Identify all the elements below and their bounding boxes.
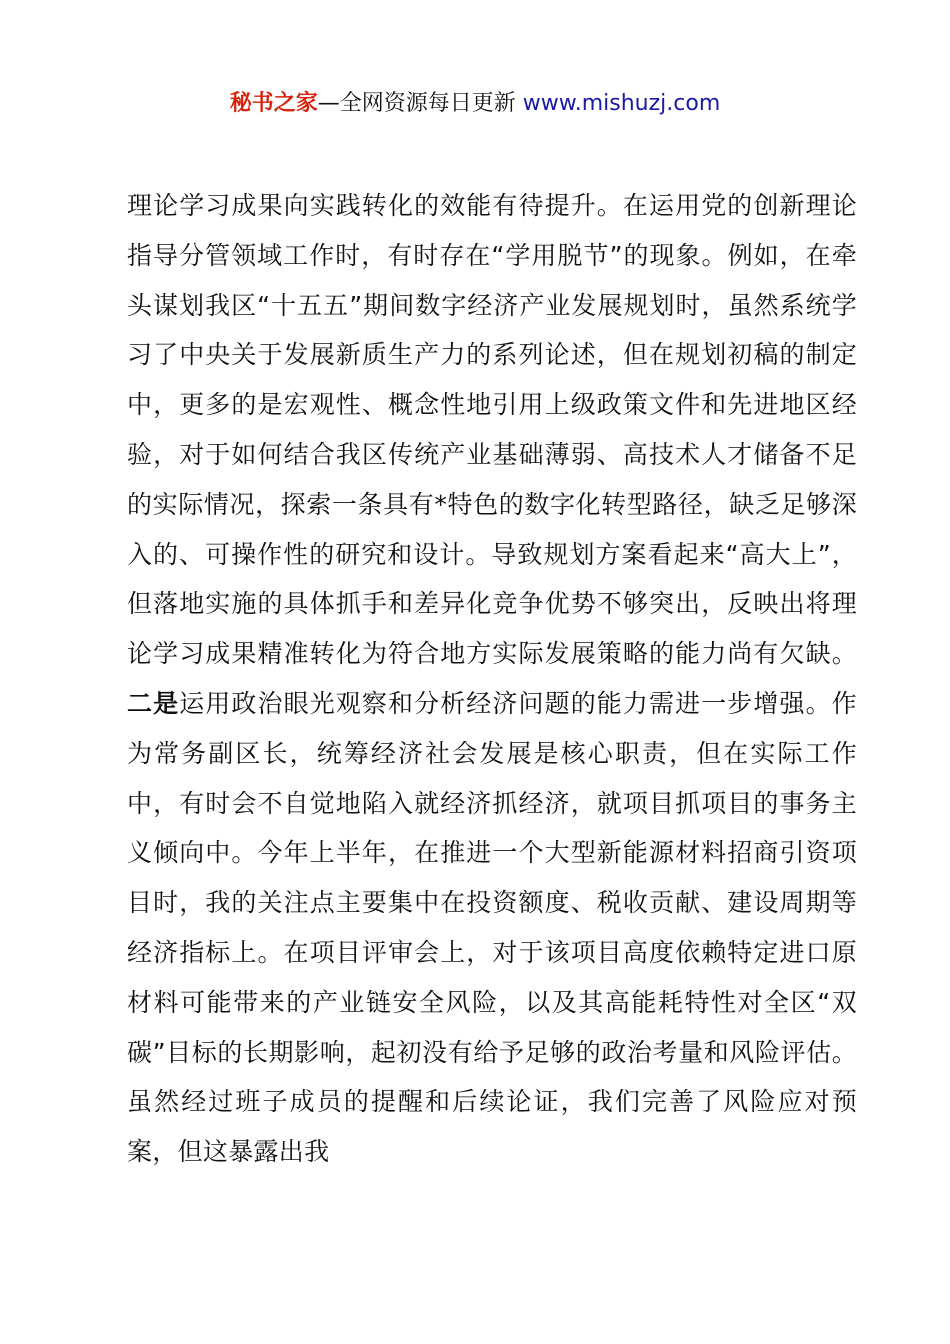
paragraph-part-1: 理论学习成果向实践转化的效能有待提升。在运用党的创新理论指导分管领域工作时，有时存在“学用脱节”的现象。例如，在牵头谋划我区“十五五”期间数字经济产业发展规划时，虽然系统学习了中央关于发展新质生产力的系列论述，但在规划初稿的制定中，更多的是宏观性、概念性地引用上级政策文件和先进地区经验，对于如何结合我区传统产业基础薄弱、高技术人才储备不足的实际情况，探索一条具有*特色的数字化转型路径，缺乏足够深入的、可操作性的研究和设计。导致规划方案看起来“高大上”，但落地实施的具体抓手和差异化竞争优势不够突出，反映出将理论学习成果精准转化为符合地方实际发展策略的能力尚有欠缺。 <box>127 191 857 669</box>
page-header <box>0 86 950 122</box>
body-paragraph <box>127 181 857 1177</box>
header-slogan: —全网资源每日更新 <box>317 91 523 116</box>
paragraph-part-2: 运用政治眼光观察和分析经济问题的能力需进一步增强。作为常务副区长，统筹经济社会发展是核心职责，但在实际工作中，有时会不自觉地陷入就经济抓经济，就项目抓项目的事务主义倾向中。今年上半年，在推进一个大型新能源材料招商引资项目时，我的关注点主要集中在投资额度、税收贡献、建设周期等经济指标上。在项目评审会上，对于该项目高度依赖特定进口原材料可能带来的产业链安全风险，以及其高能耗特性对全区“双碳”目标的长期影响，起初没有给予足够的政治考量和风险评估。虽然经过班子成员的提醒和后续论证，我们完善了风险应对预案，但这暴露出我 <box>127 688 857 1167</box>
point-two-label: 二是 <box>127 688 180 718</box>
brand-name: 秘书之家 <box>229 91 318 116</box>
website-link[interactable]: www.mishuzj.com <box>522 91 721 116</box>
